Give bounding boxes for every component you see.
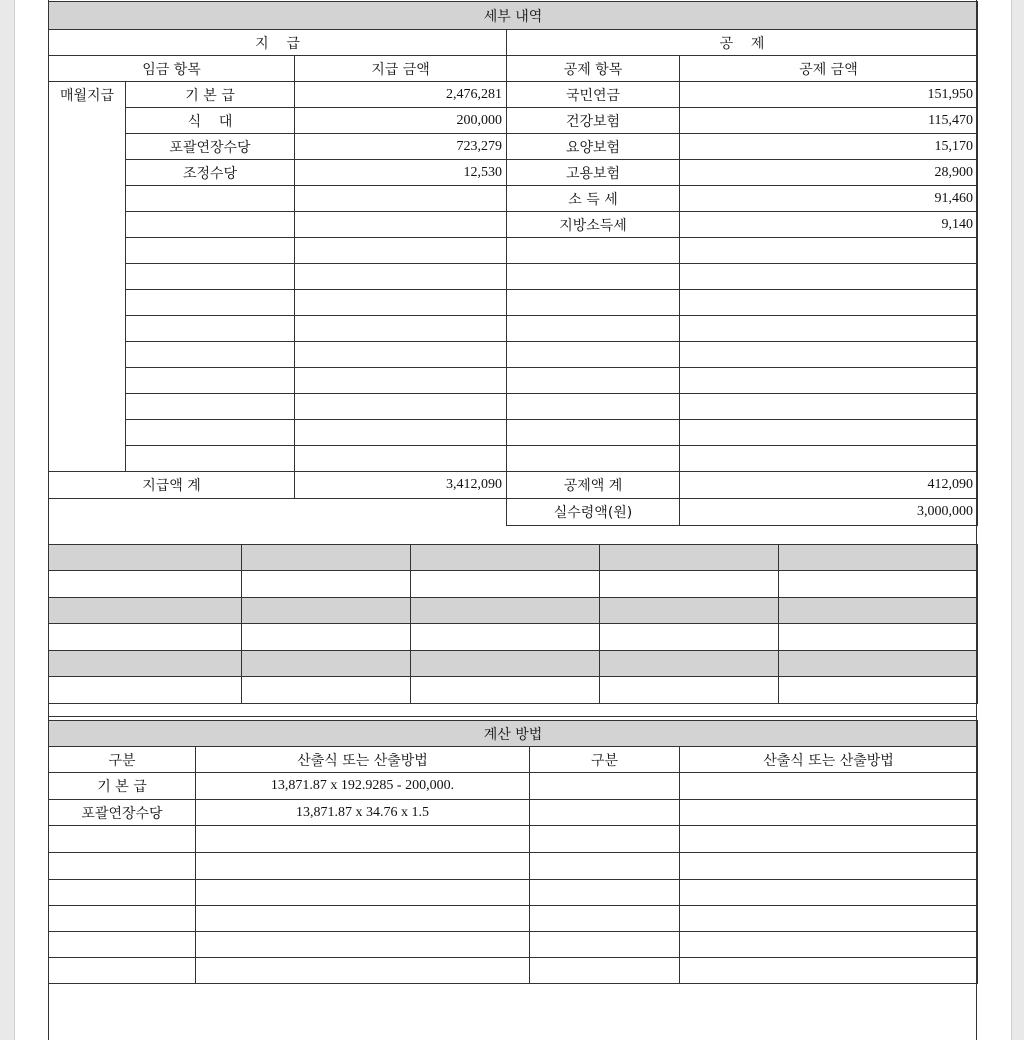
net-pay-amount: 3,000,000 [680, 499, 978, 526]
empty-cell [507, 394, 680, 420]
grid-header-cell [411, 651, 600, 677]
pay-total-label: 지급액 계 [49, 472, 295, 499]
deduct-section-header: 공 제 [507, 30, 978, 56]
empty-cell [196, 880, 530, 906]
empty-cell [126, 186, 295, 212]
empty-cell [295, 446, 507, 472]
calc-col-formula: 산출식 또는 산출방법 [196, 747, 530, 773]
deduct-item-amount: 91,460 [680, 186, 978, 212]
empty-cell [530, 958, 680, 984]
grid-cell [411, 624, 600, 651]
pay-item-name: 식 대 [126, 108, 295, 134]
empty-cell [530, 773, 680, 800]
empty-cell [680, 932, 978, 958]
grid-cell [779, 677, 978, 704]
empty-cell [680, 853, 978, 880]
deduct-total-label: 공제액 계 [507, 472, 680, 499]
deduct-item-name: 건강보험 [507, 108, 680, 134]
grid-header-cell [242, 598, 411, 624]
empty-cell [49, 906, 196, 932]
empty-cell [507, 446, 680, 472]
empty-cell [126, 342, 295, 368]
monthly-pay-label: 매월지급 [49, 82, 126, 472]
grid-header-cell [779, 598, 978, 624]
empty-cell [680, 368, 978, 394]
empty-cell [295, 212, 507, 238]
grid-header-cell [411, 598, 600, 624]
pay-item-name: 조정수당 [126, 160, 295, 186]
empty-cell [530, 906, 680, 932]
empty-cell [196, 958, 530, 984]
grid-cell [242, 677, 411, 704]
grid-cell [49, 624, 242, 651]
col-pay-item: 임금 항목 [49, 56, 295, 82]
separator-line [48, 716, 977, 717]
empty-cell [680, 316, 978, 342]
empty-cell [196, 853, 530, 880]
empty-cell [680, 906, 978, 932]
pay-section-header: 지 급 [49, 30, 507, 56]
empty-cell [680, 394, 978, 420]
detail-title: 세부 내역 [49, 2, 978, 30]
calc-col-formula-2: 산출식 또는 산출방법 [680, 747, 978, 773]
empty-cell [126, 212, 295, 238]
pay-item-amount: 12,530 [295, 160, 507, 186]
empty-cell [295, 342, 507, 368]
empty-cell [680, 880, 978, 906]
empty-cell [49, 853, 196, 880]
col-pay-amount: 지급 금액 [295, 56, 507, 82]
pay-item-amount: 723,279 [295, 134, 507, 160]
empty-cell [126, 264, 295, 290]
empty-cell [126, 290, 295, 316]
pay-total-amount: 3,412,090 [295, 472, 507, 499]
grid-cell [242, 624, 411, 651]
empty-cell [49, 932, 196, 958]
grid-cell [779, 624, 978, 651]
empty-cell [126, 316, 295, 342]
empty-cell [126, 238, 295, 264]
grid-header-cell [779, 651, 978, 677]
pay-item-amount: 2,476,281 [295, 82, 507, 108]
empty-cell [680, 446, 978, 472]
empty-cell [49, 880, 196, 906]
pay-item-name: 기 본 급 [126, 82, 295, 108]
col-deduct-item: 공제 항목 [507, 56, 680, 82]
empty-cell [680, 826, 978, 853]
calc-category: 기 본 급 [49, 773, 196, 800]
empty-cell [49, 826, 196, 853]
grid-header-cell [49, 545, 242, 571]
pay-item-name: 포괄연장수당 [126, 134, 295, 160]
deduct-item-name: 소 득 세 [507, 186, 680, 212]
empty-cell [680, 264, 978, 290]
empty-cell [126, 420, 295, 446]
deduct-item-amount: 115,470 [680, 108, 978, 134]
grid-cell [600, 571, 779, 598]
empty-cell [295, 394, 507, 420]
grid-header-cell [49, 651, 242, 677]
deduct-item-name: 고용보험 [507, 160, 680, 186]
payroll-detail-table [48, 1, 978, 526]
empty-cell [507, 290, 680, 316]
deduct-item-name: 지방소득세 [507, 212, 680, 238]
empty-cell [530, 880, 680, 906]
blank-grid-table [48, 544, 978, 704]
empty-cell [507, 342, 680, 368]
empty-cell [530, 826, 680, 853]
deduct-item-amount: 28,900 [680, 160, 978, 186]
grid-cell [411, 571, 600, 598]
calc-col-category-2: 구분 [530, 747, 680, 773]
empty-cell [196, 906, 530, 932]
calc-title: 계산 방법 [49, 721, 978, 747]
calc-formula: 13,871.87 x 34.76 x 1.5 [196, 800, 530, 826]
deduct-item-amount: 9,140 [680, 212, 978, 238]
empty-cell [680, 238, 978, 264]
empty-cell [507, 368, 680, 394]
empty-cell [507, 264, 680, 290]
empty-cell [680, 420, 978, 446]
empty-cell [295, 368, 507, 394]
empty-cell [295, 186, 507, 212]
empty-cell [295, 420, 507, 446]
empty-cell [530, 853, 680, 880]
grid-header-cell [242, 651, 411, 677]
grid-cell [600, 677, 779, 704]
empty-cell [49, 958, 196, 984]
empty-cell [295, 316, 507, 342]
empty-cell [295, 290, 507, 316]
empty-cell [295, 238, 507, 264]
grid-cell [600, 624, 779, 651]
grid-cell [779, 571, 978, 598]
empty-cell [680, 290, 978, 316]
grid-cell [411, 677, 600, 704]
empty-cell [126, 368, 295, 394]
grid-header-cell [600, 598, 779, 624]
empty-cell [680, 773, 978, 800]
empty-cell [196, 932, 530, 958]
grid-cell [242, 571, 411, 598]
grid-header-cell [600, 651, 779, 677]
empty-cell [295, 264, 507, 290]
net-pay-label: 실수령액(원) [507, 499, 680, 526]
deduct-item-amount: 15,170 [680, 134, 978, 160]
empty-cell [126, 446, 295, 472]
grid-header-cell [779, 545, 978, 571]
grid-header-cell [49, 598, 242, 624]
pay-item-amount: 200,000 [295, 108, 507, 134]
empty-cell [680, 800, 978, 826]
empty-cell [507, 238, 680, 264]
deduct-item-amount: 151,950 [680, 82, 978, 108]
grid-header-cell [600, 545, 779, 571]
deduct-item-name: 요양보험 [507, 134, 680, 160]
empty-cell [530, 800, 680, 826]
blank-area [49, 499, 507, 526]
calc-formula: 13,871.87 x 192.9285 - 200,000. [196, 773, 530, 800]
empty-cell [196, 826, 530, 853]
empty-cell [680, 342, 978, 368]
deduct-total-amount: 412,090 [680, 472, 978, 499]
deduct-item-name: 국민연금 [507, 82, 680, 108]
empty-cell [507, 316, 680, 342]
empty-cell [507, 420, 680, 446]
grid-header-cell [411, 545, 600, 571]
empty-cell [680, 958, 978, 984]
empty-cell [126, 394, 295, 420]
grid-cell [49, 571, 242, 598]
col-deduct-amount: 공제 금액 [680, 56, 978, 82]
empty-cell [530, 932, 680, 958]
calculation-method-table [48, 720, 978, 984]
grid-header-cell [242, 545, 411, 571]
grid-cell [49, 677, 242, 704]
calc-col-category: 구분 [49, 747, 196, 773]
calc-category: 포괄연장수당 [49, 800, 196, 826]
